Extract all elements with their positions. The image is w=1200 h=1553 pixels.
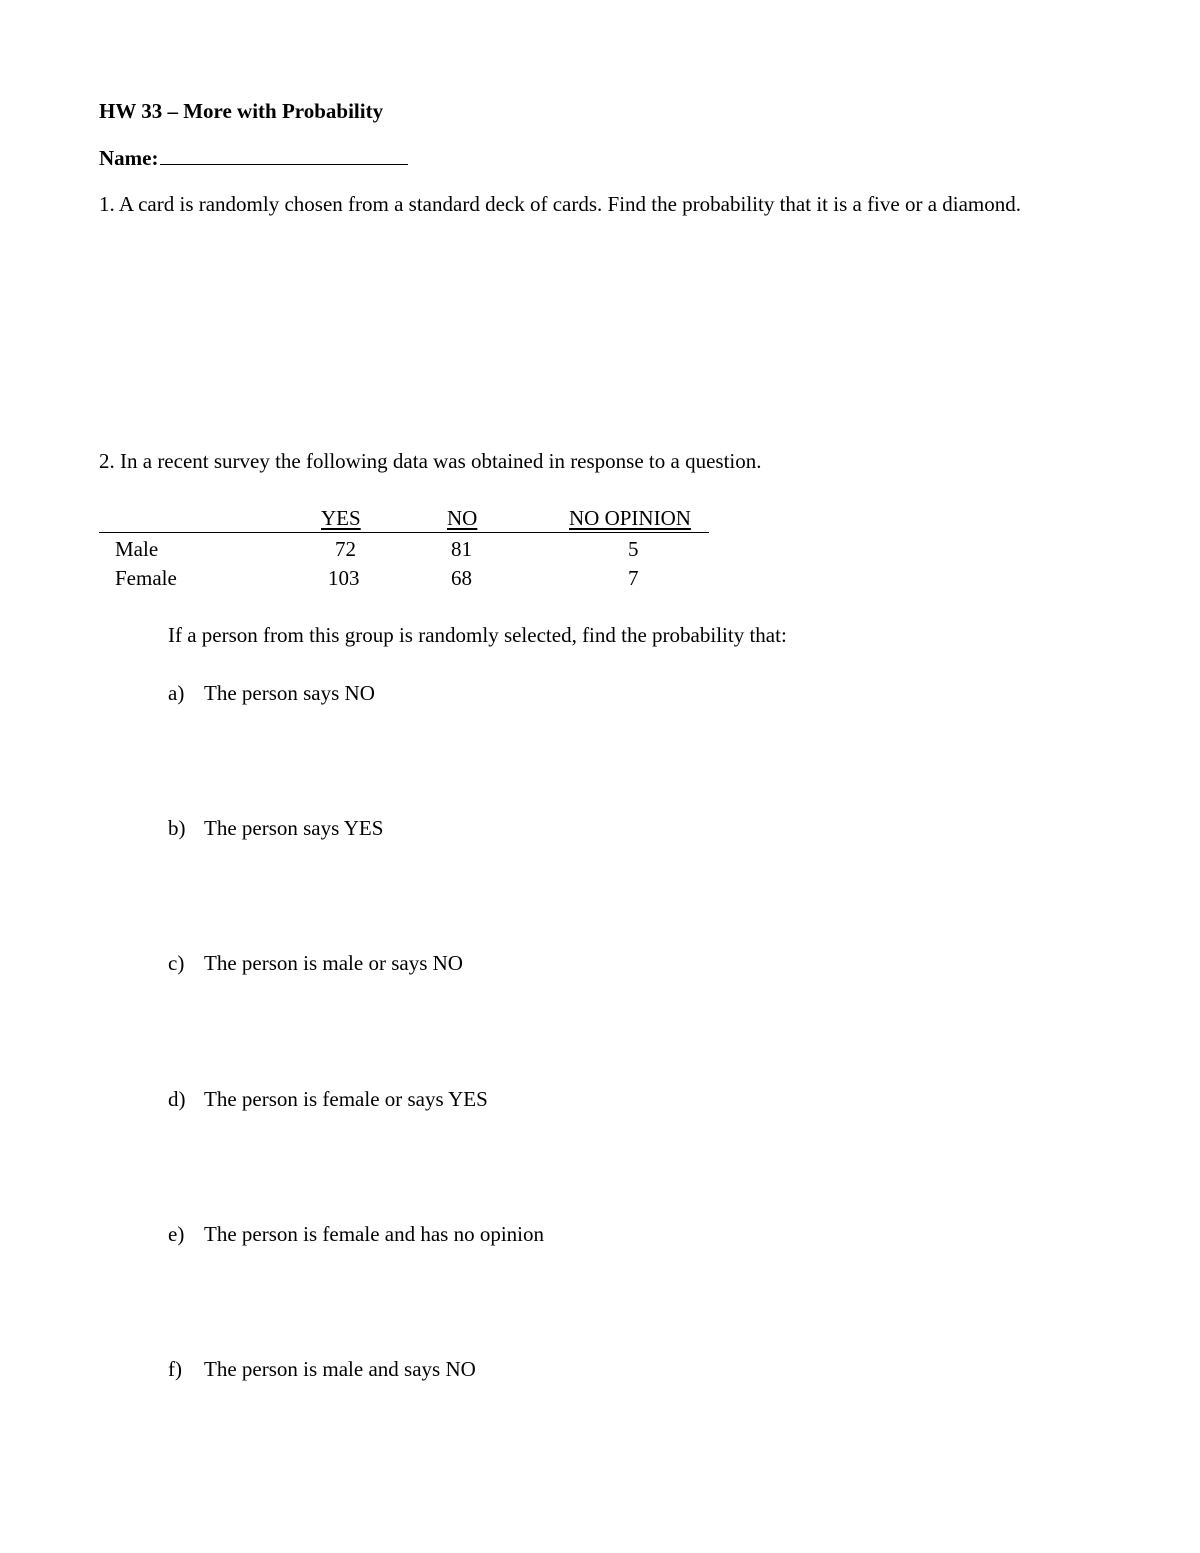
item-label: b) bbox=[168, 816, 186, 840]
header-no-opinion: NO OPINION bbox=[569, 506, 691, 530]
row-label-female: Female bbox=[115, 566, 177, 590]
cell-female-no-opinion: 7 bbox=[628, 566, 639, 590]
item-label: c) bbox=[168, 951, 185, 975]
probability-prompt: If a person from this group is randomly selected, find the probability that: bbox=[168, 623, 787, 647]
name-field-row bbox=[99, 144, 408, 171]
item-text: The person is female or says YES bbox=[204, 1087, 488, 1111]
header-yes: YES bbox=[321, 506, 361, 530]
row-label-male: Male bbox=[115, 537, 159, 561]
table-header-rule bbox=[99, 532, 709, 533]
item-label: f) bbox=[168, 1357, 182, 1381]
list-item bbox=[168, 1087, 488, 1112]
cell-male-yes: 72 bbox=[335, 537, 356, 561]
header-no: NO bbox=[447, 506, 478, 530]
item-label: a) bbox=[168, 681, 185, 705]
name-label: Name: bbox=[99, 146, 159, 170]
item-text: The person is male and says NO bbox=[204, 1357, 476, 1381]
page-title: HW 33 – More with Probability bbox=[99, 99, 384, 123]
item-label: d) bbox=[168, 1087, 186, 1111]
list-item bbox=[168, 951, 463, 976]
cell-female-yes: 103 bbox=[328, 566, 360, 590]
cell-female-no: 68 bbox=[451, 566, 472, 590]
item-text: The person is female and has no opinion bbox=[204, 1222, 544, 1246]
list-item bbox=[168, 816, 383, 841]
item-label: e) bbox=[168, 1222, 185, 1246]
question-1: 1. A card is randomly chosen from a standard deck of cards. Find the probability that it is a five or a diamond. bbox=[99, 192, 1022, 216]
list-item bbox=[168, 1357, 476, 1382]
item-text: The person says NO bbox=[204, 681, 375, 705]
item-text: The person is male or says NO bbox=[204, 951, 463, 975]
question-2: 2. In a recent survey the following data was obtained in response to a question. bbox=[99, 449, 762, 473]
list-item bbox=[168, 681, 375, 706]
name-blank-line[interactable] bbox=[160, 144, 408, 165]
cell-male-no-opinion: 5 bbox=[628, 537, 639, 561]
item-text: The person says YES bbox=[204, 816, 384, 840]
cell-male-no: 81 bbox=[451, 537, 472, 561]
list-item bbox=[168, 1222, 544, 1247]
